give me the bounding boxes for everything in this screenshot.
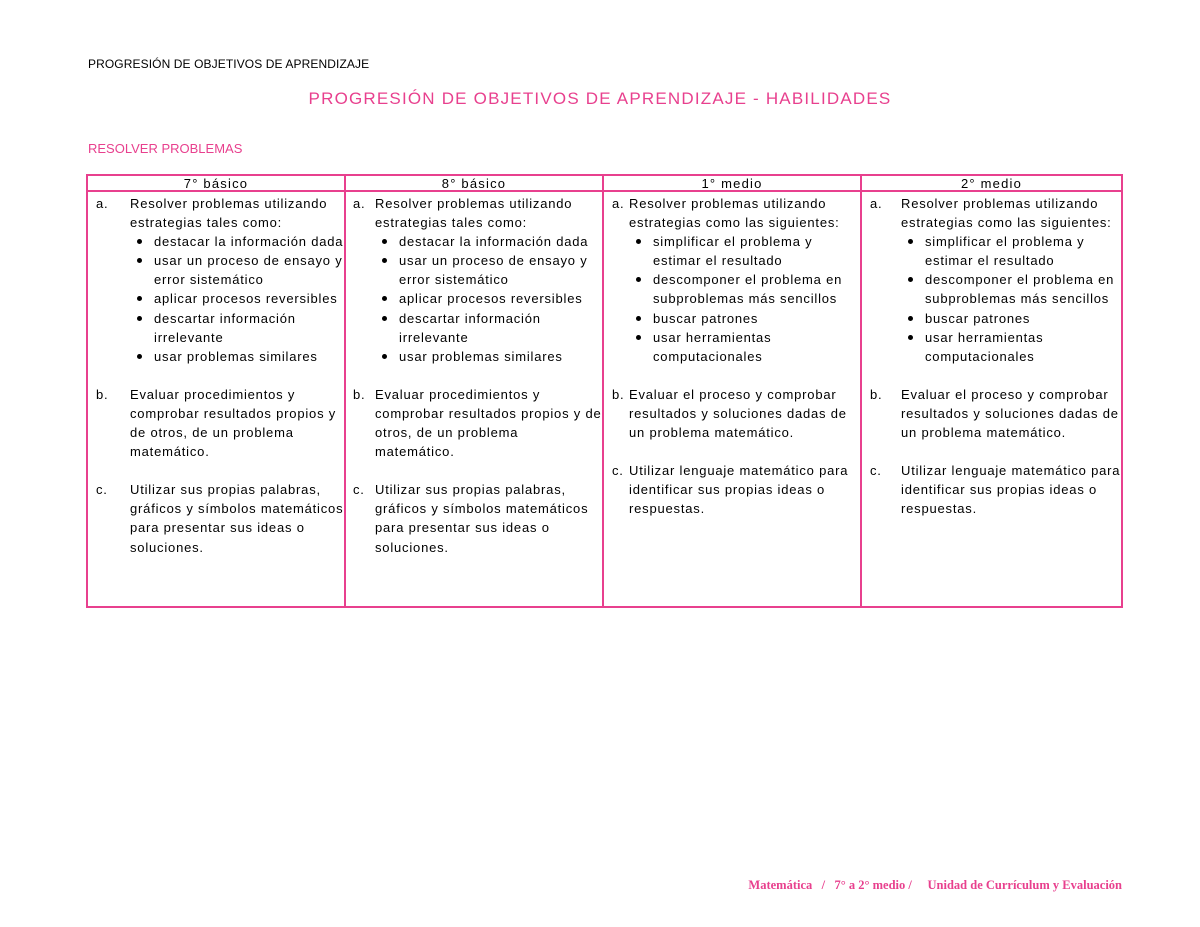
strategy-text: destacar la información dada: [154, 234, 344, 250]
spacer: [96, 366, 344, 385]
objective-body: [375, 194, 602, 366]
bullet-icon: [375, 251, 399, 289]
objective-body: [901, 194, 1121, 366]
objective-letter: c.: [353, 482, 365, 498]
spacer: [612, 442, 860, 461]
page-footer: Matemática / 7° a 2° medio / Unidad de Currículum y Evaluación: [748, 878, 1122, 892]
column-cell-7-basico: [88, 192, 346, 606]
objective-letter: a.: [96, 196, 109, 211]
objective-item: [96, 194, 344, 366]
strategy-text: usar problemas similares: [154, 348, 318, 364]
column-heading-1-medio: 1° medio: [604, 176, 862, 192]
spacer: [870, 442, 1121, 461]
strategy-text: buscar patrones: [925, 310, 1031, 326]
document-running-header: PROGRESIÓN DE OBJETIVOS DE APRENDIZAJE: [88, 57, 370, 71]
objective-text: Resolver problemas utilizando estrategias como las siguientes:: [629, 196, 840, 231]
strategy-item: [901, 328, 1121, 366]
section-title: RESOLVER PROBLEMAS: [88, 141, 243, 156]
strategy-item: [901, 270, 1121, 308]
objective-text: Evaluar procedimientos y comprobar resultados propios y de otros, de un problema matemático.: [375, 386, 602, 460]
objective-item: [870, 194, 1121, 366]
strategy-list: [130, 232, 344, 366]
objective-body: [901, 385, 1121, 442]
bullet-icon: [629, 270, 653, 308]
bullet-icon: [375, 347, 399, 366]
objective-item: [353, 194, 602, 366]
bullet-icon: [130, 232, 154, 251]
objective-text: Evaluar el proceso y comprobar resultados y soluciones dadas de un problema matemático.: [629, 386, 847, 441]
strategy-list: [901, 232, 1121, 366]
bullet-icon: [629, 232, 653, 270]
strategy-item: [375, 232, 602, 251]
objective-body: [629, 385, 860, 442]
strategy-text: aplicar procesos reversibles: [154, 291, 338, 307]
objective-text: Utilizar sus propias palabras, gráficos y símbolos matemáticos para presentar sus ideas o soluciones.: [130, 482, 344, 555]
footer-subject: Matemática: [748, 878, 813, 892]
page-title: PROGRESIÓN DE OBJETIVOS DE APRENDIZAJE - HABILIDADES: [308, 89, 892, 108]
progression-table: [86, 174, 1123, 608]
objective-item: [612, 194, 860, 366]
objective-item: [870, 461, 1121, 518]
objective-item: [870, 385, 1121, 442]
objective-body: [130, 480, 344, 556]
strategy-text: descartar información irrelevante: [154, 310, 296, 345]
objective-text: Evaluar procedimientos y comprobar resultados propios y de otros, de un problema matemático.: [130, 386, 337, 460]
strategy-text: aplicar procesos reversibles: [399, 291, 583, 307]
bullet-icon: [901, 328, 925, 366]
bullet-icon: [375, 289, 399, 308]
spacer: [870, 366, 1121, 385]
strategy-text: descartar información irrelevante: [399, 310, 541, 345]
objective-body: [130, 385, 344, 461]
strategy-item: [629, 232, 860, 270]
strategy-text: usar herramientas computacionales: [925, 329, 1044, 364]
objective-text: Evaluar el proceso y comprobar resultados y soluciones dadas de un problema matemático.: [901, 386, 1119, 441]
objective-body: [629, 461, 860, 518]
bullet-icon: [130, 347, 154, 366]
bullet-icon: [629, 328, 653, 366]
bullet-icon: [130, 289, 154, 308]
objective-letter: a.: [353, 196, 366, 211]
objective-text: Utilizar sus propias palabras, gráficos y símbolos matemáticos para presentar sus ideas o soluciones.: [375, 482, 589, 555]
strategy-item: [130, 251, 344, 289]
objective-letter: c.: [96, 482, 108, 498]
objective-item: [96, 480, 344, 556]
strategy-text: buscar patrones: [653, 310, 759, 326]
bullet-icon: [130, 251, 154, 289]
objective-item: [96, 385, 344, 461]
objective-body: [375, 385, 602, 461]
strategy-list: [375, 232, 602, 366]
strategy-text: usar un proceso de ensayo y error sistemático: [154, 253, 343, 288]
objective-letter: b.: [353, 386, 366, 402]
objective-body: [130, 194, 344, 366]
strategy-text: usar herramientas computacionales: [653, 329, 772, 364]
objective-letter: b.: [96, 386, 109, 402]
strategy-text: descomponer el problema en subproblemas más sencillos: [925, 272, 1115, 307]
strategy-item: [629, 328, 860, 366]
objective-body: [629, 194, 860, 366]
objective-item: [612, 461, 860, 518]
strategy-item: [375, 309, 602, 347]
strategy-item: [375, 347, 602, 366]
footer-range: 7° a 2° medio: [834, 878, 906, 892]
column-cell-8-basico: [346, 192, 604, 606]
strategy-item: [901, 309, 1121, 328]
strategy-text: simplificar el problema y estimar el resultado: [653, 234, 813, 269]
objective-item: [353, 480, 602, 556]
objective-text: Resolver problemas utilizando estrategias como las siguientes:: [901, 196, 1112, 231]
strategy-item: [375, 251, 602, 289]
bullet-icon: [130, 309, 154, 347]
column-cell-1-medio: [604, 192, 862, 606]
strategy-text: descomponer el problema en subproblemas más sencillos: [653, 272, 843, 307]
strategy-item: [130, 347, 344, 366]
objective-item: [353, 385, 602, 461]
footer-unit: Unidad de Currículum y Evaluación: [927, 878, 1122, 892]
bullet-icon: [629, 309, 653, 328]
objective-text: Resolver problemas utilizando estrategias tales como:: [375, 196, 573, 231]
objective-text: Utilizar lenguaje matemático para identificar sus propias ideas o respuestas.: [901, 463, 1121, 517]
objective-letter: b.: [612, 386, 625, 402]
strategy-item: [629, 270, 860, 308]
strategy-item: [629, 309, 860, 328]
strategy-text: usar problemas similares: [399, 348, 563, 364]
strategy-text: usar un proceso de ensayo y error sistemático: [399, 253, 588, 288]
objective-letter: c.: [870, 463, 882, 479]
objective-body: [375, 480, 602, 556]
column-cell-2-medio: [862, 192, 1121, 606]
objective-body: [901, 461, 1121, 518]
bullet-icon: [901, 232, 925, 270]
bullet-icon: [901, 270, 925, 308]
spacer: [353, 461, 602, 480]
strategy-text: destacar la información dada: [399, 234, 589, 250]
strategy-item: [901, 232, 1121, 270]
objective-text: Resolver problemas utilizando estrategias tales como:: [130, 196, 328, 231]
objective-letter: a.: [870, 196, 883, 211]
objective-item: [612, 385, 860, 442]
column-heading-8-basico: 8° básico: [346, 176, 604, 192]
spacer: [96, 461, 344, 480]
strategy-item: [130, 232, 344, 251]
spacer: [612, 366, 860, 385]
objective-letter: c.: [612, 463, 624, 479]
strategy-text: simplificar el problema y estimar el resultado: [925, 234, 1085, 269]
strategy-item: [130, 309, 344, 347]
bullet-icon: [375, 309, 399, 347]
column-heading-2-medio: 2° medio: [862, 176, 1121, 192]
bullet-icon: [901, 309, 925, 328]
bullet-icon: [375, 232, 399, 251]
strategy-item: [130, 289, 344, 308]
strategy-list: [629, 232, 860, 366]
column-heading-7-basico: 7° básico: [88, 176, 346, 192]
objective-letter: b.: [870, 386, 883, 402]
strategy-item: [375, 289, 602, 308]
objective-letter: a.: [612, 196, 625, 211]
spacer: [353, 366, 602, 385]
objective-text: Utilizar lenguaje matemático para identificar sus propias ideas o respuestas.: [629, 463, 849, 517]
